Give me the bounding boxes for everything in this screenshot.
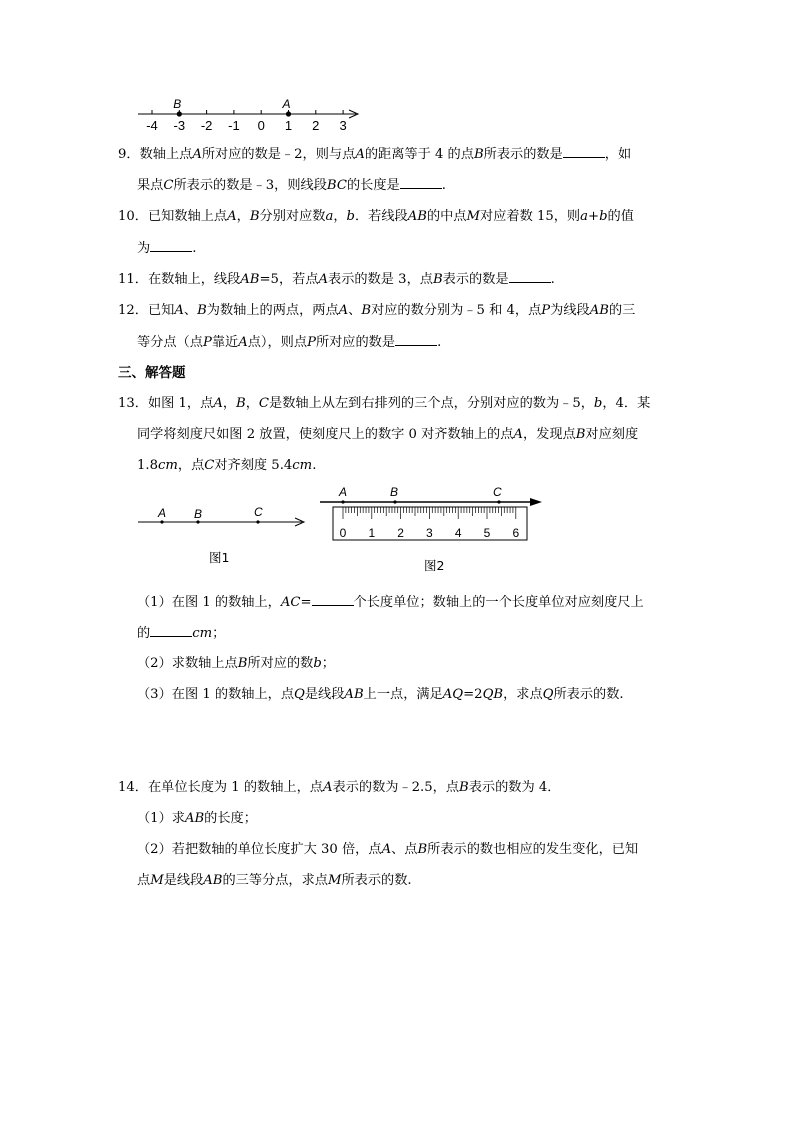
question-9-line-1: 9．数轴上点A所对应的数是﹣2，则与点A的距离等于 4 的点B所表示的数是 ，如 xyxy=(118,147,632,162)
fig2-label-c: C xyxy=(493,485,502,499)
answer-blank[interactable] xyxy=(150,624,192,637)
answer-blank[interactable] xyxy=(312,593,354,606)
ruler-number: 0 xyxy=(339,526,347,540)
question-13-line-3: 1.8cm，点C对齐刻度 5.4cm. xyxy=(137,458,317,473)
question-13-part-1-line-2: 的 cm； xyxy=(137,626,226,641)
ruler-number: 4 xyxy=(454,526,462,540)
fig2-point-c xyxy=(497,500,500,503)
answer-blank[interactable] xyxy=(563,145,605,158)
question-13-line-2: 同学将刻度尺如图 2 放置，使刻度尺上的数字 0 对齐数轴上的点A，发现点B对应刻度 xyxy=(137,427,639,442)
question-11: 11．在数轴上，线段AB=5，若点A表示的数是 3，点B表示的数是 . xyxy=(118,272,555,287)
question-14: 14．在单位长度为 1 的数轴上，点A表示的数为﹣2.5，点B表示的数为 4． xyxy=(118,780,561,795)
question-13-line-1: 13．如图 1，点A，B，C是数轴上从左到右排列的三个点，分别对应的数为﹣5，b，4．某 xyxy=(118,396,651,411)
fig2-label-a: A xyxy=(339,485,348,499)
ruler-number: 6 xyxy=(512,526,520,540)
answer-blank[interactable] xyxy=(395,333,437,346)
question-12-line-1: 12．已知A、B为数轴上的两点，两点A、B对应的数分别为﹣5 和 4，点P为线段AB的三 xyxy=(118,303,636,318)
question-13-part-1-line-1: （1）在图 1 的数轴上，AC= 个长度单位；数轴上的一个长度单位对应刻度尺上 xyxy=(137,595,644,610)
number-line-figure xyxy=(130,92,370,138)
ruler-number: 1 xyxy=(368,526,376,540)
number-line-tick-label: -2 xyxy=(200,118,213,133)
number-line-point-label: A xyxy=(282,97,291,111)
question-10-line-2: 为 . xyxy=(137,241,197,256)
number-line-tick-label: 3 xyxy=(339,118,347,133)
number-line-tick-label: 2 xyxy=(312,118,320,133)
number-line-point-a xyxy=(286,111,291,116)
figure-1-number-line xyxy=(136,500,311,536)
number-line-point-label: B xyxy=(173,97,182,111)
fig1-label-a: A xyxy=(158,506,167,520)
number-line-tick-label: 0 xyxy=(257,118,265,133)
question-14-part-2-line-1: （2）若把数轴的单位长度扩大 30 倍，点A、点B所表示的数也相应的发生变化，已知 xyxy=(137,842,639,857)
fig2-label-b: B xyxy=(390,485,399,499)
question-14-part-1: （1）求AB的长度； xyxy=(137,811,257,826)
ruler-number: 5 xyxy=(483,526,491,540)
figure-1-caption: 图1 xyxy=(209,550,230,565)
figure-2-ruler xyxy=(316,482,548,546)
ruler-number: 2 xyxy=(397,526,404,540)
number-line-point-b xyxy=(177,111,182,116)
question-13-part-2: （2）求数轴上点B所对应的数b； xyxy=(137,656,335,671)
ruler-ticks xyxy=(340,507,520,540)
fig1-label-b: B xyxy=(194,507,203,521)
answer-blank[interactable] xyxy=(150,239,192,252)
question-10-line-1: 10．已知数轴上点A，B分别对应数a，b．若线段AB的中点M对应着数 15，则a+b的值 xyxy=(118,209,634,224)
question-12-line-2: 等分点（点P靠近A点），则点P所对应的数是 . xyxy=(137,335,442,350)
question-13-part-3: （3）在图 1 的数轴上，点Q是线段AB上一点，满足AQ=2QB，求点Q所表示的数. xyxy=(137,687,624,702)
answer-blank[interactable] xyxy=(400,176,442,189)
fig1-point-c xyxy=(256,520,259,523)
number-line-tick-label: 1 xyxy=(284,118,293,133)
fig1-point-a xyxy=(160,520,163,523)
figure-2-caption: 图2 xyxy=(424,558,445,573)
number-line-ticks xyxy=(146,110,346,133)
answer-blank[interactable] xyxy=(509,270,551,283)
question-14-part-2-line-2: 点M是线段AB的三等分点，求点M所表示的数. xyxy=(137,873,412,888)
number-line-tick-label: -4 xyxy=(146,118,158,133)
ruler-number: 3 xyxy=(426,526,433,540)
number-line-tick-label: -1 xyxy=(228,118,240,133)
fig2-point-b xyxy=(393,500,396,503)
fig1-label-c: C xyxy=(254,505,263,519)
fig2-point-a xyxy=(341,500,344,503)
section-heading: 三、解答题 xyxy=(118,365,186,381)
number-line-tick-label: -3 xyxy=(173,118,186,133)
question-9-line-2: 果点C所表示的数是﹣3，则线段BC的长度是 . xyxy=(137,178,446,193)
